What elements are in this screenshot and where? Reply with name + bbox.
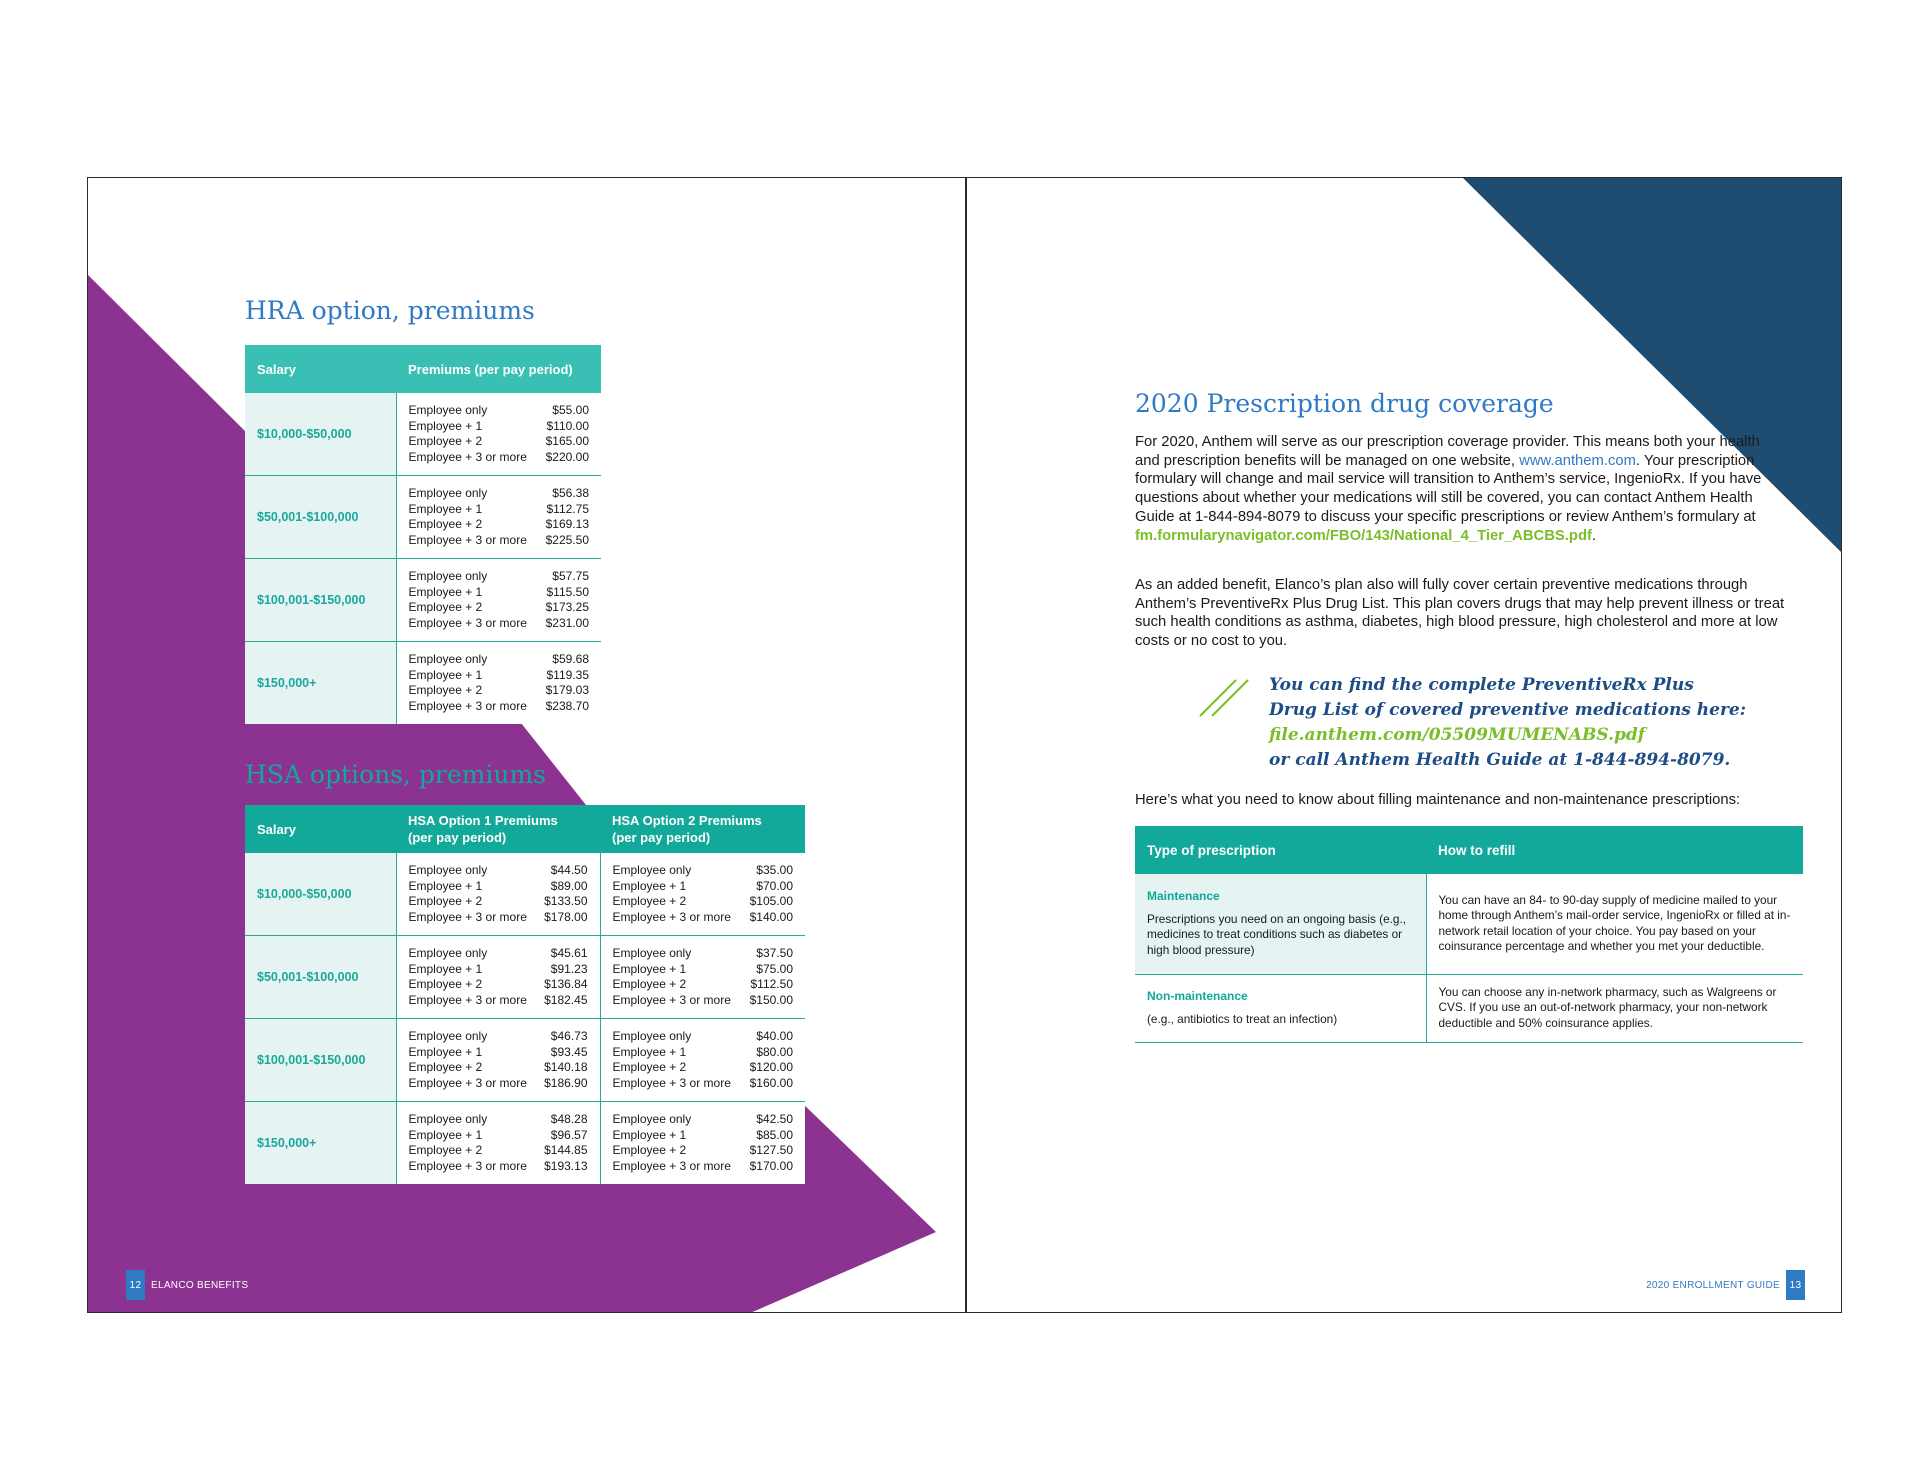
premium-amount: $144.85 bbox=[544, 1143, 588, 1157]
rx-type-desc: Prescriptions you need on an ongoing basis (e.g., medicines to treat conditions such as diabetes or high blood pressure) bbox=[1147, 911, 1407, 957]
premium-line bbox=[409, 486, 590, 502]
coverage-tier: Employee + 2 bbox=[408, 1060, 483, 1074]
hra-header-premiums: Premiums (per pay period) bbox=[396, 345, 601, 393]
premium-amount: $93.45 bbox=[550, 1044, 588, 1059]
hsa-premiums-table bbox=[245, 805, 805, 1184]
premium-cell bbox=[396, 393, 601, 476]
hra-row bbox=[245, 642, 601, 725]
rx-title: 2020 Prescription drug coverage bbox=[1135, 389, 1554, 418]
coverage-tier: Employee + 2 bbox=[408, 600, 483, 614]
premium-amount: $220.00 bbox=[545, 449, 589, 464]
premium-line bbox=[613, 1112, 794, 1128]
coverage-tier: Employee + 3 or more bbox=[612, 909, 731, 924]
premium-line bbox=[409, 616, 590, 632]
premium-amount: $40.00 bbox=[756, 1029, 793, 1043]
salary-band: $50,001-$100,000 bbox=[245, 936, 396, 1019]
premium-line bbox=[409, 585, 590, 601]
hsa-row bbox=[245, 936, 805, 1019]
premium-cell bbox=[396, 476, 601, 559]
premium-line bbox=[409, 1159, 588, 1175]
rx-type-desc: (e.g., antibiotics to treat an infection) bbox=[1147, 1011, 1338, 1026]
premium-amount: $231.00 bbox=[545, 615, 589, 630]
premium-line bbox=[613, 879, 794, 895]
premium-cell bbox=[600, 1102, 805, 1185]
coverage-tier: Employee + 2 bbox=[408, 1143, 483, 1157]
slash-accent-icon bbox=[1198, 676, 1254, 718]
coverage-tier: Employee + 1 bbox=[408, 961, 483, 976]
hra-header-salary: Salary bbox=[245, 345, 396, 393]
coverage-tier: Employee + 2 bbox=[408, 517, 483, 531]
coverage-tier: Employee + 2 bbox=[408, 977, 483, 991]
coverage-tier: Employee + 3 or more bbox=[408, 1075, 527, 1090]
coverage-tier: Employee + 3 or more bbox=[408, 992, 527, 1007]
premium-amount: $178.00 bbox=[544, 909, 588, 924]
preventive-callout bbox=[1269, 673, 1829, 773]
premium-line bbox=[409, 668, 590, 684]
rx-type-name: Non-maintenance bbox=[1147, 989, 1248, 1003]
formulary-link[interactable]: fm.formularynavigator.com/FBO/143/National_4_Tier_ABCBS.pdf bbox=[1135, 527, 1592, 544]
hsa-header-option2-label: HSA Option 2 Premiums bbox=[612, 813, 762, 828]
coverage-tier: Employee + 2 bbox=[612, 894, 687, 908]
premium-amount: $115.50 bbox=[546, 584, 589, 599]
coverage-tier: Employee only bbox=[612, 863, 692, 877]
premium-amount: $56.38 bbox=[552, 486, 589, 500]
rx-type-name: Maintenance bbox=[1147, 889, 1220, 904]
premium-line bbox=[409, 517, 590, 533]
coverage-tier: Employee + 1 bbox=[408, 584, 483, 599]
rx-type-cell bbox=[1135, 974, 1426, 1042]
anthem-link[interactable]: www.anthem.com bbox=[1519, 452, 1636, 469]
callout-line-1: You can find the complete PreventiveRx Plus bbox=[1269, 675, 1694, 695]
rx-header-type: Type of prescription bbox=[1135, 826, 1426, 874]
coverage-tier: Employee + 1 bbox=[408, 667, 483, 682]
premium-cell bbox=[396, 1019, 600, 1102]
coverage-tier: Employee only bbox=[408, 946, 488, 960]
left-page-number: 12 bbox=[126, 1270, 145, 1300]
coverage-tier: Employee + 1 bbox=[612, 878, 687, 893]
rx-paragraph-1 bbox=[1135, 433, 1775, 545]
hsa-header-option2-sub: (per pay period) bbox=[612, 830, 711, 845]
premium-line bbox=[409, 699, 590, 715]
premium-amount: $140.00 bbox=[749, 909, 793, 924]
premium-cell bbox=[396, 936, 600, 1019]
rx-refill-table bbox=[1135, 826, 1803, 1043]
coverage-tier: Employee + 3 or more bbox=[408, 1158, 527, 1173]
premium-amount: $182.45 bbox=[544, 992, 588, 1007]
premium-cell bbox=[600, 936, 805, 1019]
salary-band: $100,001-$150,000 bbox=[245, 559, 396, 642]
premium-amount: $160.00 bbox=[749, 1075, 793, 1090]
hra-premiums-table bbox=[245, 345, 601, 724]
rx-how-cell: You can have an 84- to 90-day supply of medicine mailed to your home through Anthem’s mail-order service, IngenioRx or filled at in-network retail location of your choice. You pay based on your coinsurance percentage and whether you met your deductible. bbox=[1426, 874, 1803, 974]
coverage-tier: Employee + 3 or more bbox=[408, 449, 527, 464]
rx-row-maintenance bbox=[1135, 874, 1803, 974]
premium-line bbox=[409, 863, 588, 879]
premium-line bbox=[409, 910, 588, 926]
left-page bbox=[88, 178, 965, 1312]
premium-cell bbox=[600, 853, 805, 936]
premium-amount: $37.50 bbox=[756, 946, 793, 960]
premium-cell bbox=[396, 1102, 600, 1185]
premium-amount: $44.50 bbox=[550, 863, 588, 877]
premium-amount: $110.00 bbox=[546, 418, 589, 433]
hra-header-row bbox=[245, 345, 601, 393]
premium-amount: $96.57 bbox=[550, 1127, 588, 1142]
premium-line bbox=[409, 1029, 588, 1045]
salary-band: $150,000+ bbox=[245, 1102, 396, 1185]
premium-amount: $193.13 bbox=[544, 1158, 588, 1173]
premium-line bbox=[613, 1045, 794, 1061]
rx-header-how: How to refill bbox=[1426, 826, 1803, 874]
premium-amount: $48.28 bbox=[550, 1112, 588, 1126]
premium-line bbox=[613, 1159, 794, 1175]
rx-intro: Here’s what you need to know about filling maintenance and non-maintenance prescriptions: bbox=[1135, 792, 1741, 808]
premium-line bbox=[409, 1128, 588, 1144]
coverage-tier: Employee only bbox=[408, 1112, 488, 1126]
premium-line bbox=[409, 1143, 588, 1159]
coverage-tier: Employee only bbox=[408, 1029, 488, 1043]
hra-row bbox=[245, 476, 601, 559]
premium-amount: $112.75 bbox=[546, 501, 589, 516]
coverage-tier: Employee only bbox=[612, 1112, 692, 1126]
coverage-tier: Employee only bbox=[408, 863, 488, 877]
hra-row bbox=[245, 393, 601, 476]
premium-line bbox=[409, 683, 590, 699]
premium-line bbox=[409, 977, 588, 993]
coverage-tier: Employee only bbox=[408, 403, 488, 417]
hsa-header-salary: Salary bbox=[245, 805, 396, 853]
hsa-header-row bbox=[245, 805, 805, 853]
hsa-title: HSA options, premiums bbox=[245, 760, 546, 789]
coverage-tier: Employee + 3 or more bbox=[408, 909, 527, 924]
right-footer bbox=[1646, 1270, 1805, 1300]
premium-line bbox=[409, 879, 588, 895]
premium-amount: $133.50 bbox=[544, 894, 588, 908]
rx-header-row bbox=[1135, 826, 1803, 874]
right-footer-label: 2020 ENROLLMENT GUIDE bbox=[1646, 1279, 1780, 1291]
coverage-tier: Employee + 1 bbox=[408, 1127, 483, 1142]
premium-line bbox=[409, 600, 590, 616]
premium-line bbox=[409, 946, 588, 962]
left-footer-label: ELANCO BENEFITS bbox=[151, 1279, 249, 1291]
hra-row bbox=[245, 559, 601, 642]
premium-amount: $120.00 bbox=[749, 1060, 793, 1074]
salary-band: $50,001-$100,000 bbox=[245, 476, 396, 559]
premium-line bbox=[409, 533, 590, 549]
coverage-tier: Employee + 2 bbox=[612, 1060, 687, 1074]
premium-line bbox=[409, 993, 588, 1009]
premium-amount: $57.75 bbox=[552, 569, 589, 583]
premium-amount: $238.70 bbox=[545, 698, 589, 713]
premium-amount: $91.23 bbox=[550, 961, 588, 976]
premium-amount: $70.00 bbox=[756, 878, 793, 893]
premium-amount: $46.73 bbox=[550, 1029, 588, 1043]
premium-line bbox=[613, 1029, 794, 1045]
coverage-tier: Employee + 1 bbox=[408, 1044, 483, 1059]
premium-line bbox=[613, 1128, 794, 1144]
premium-amount: $173.25 bbox=[545, 600, 589, 614]
premium-amount: $45.61 bbox=[550, 946, 588, 960]
rx-paragraph-2: As an added benefit, Elanco’s plan also will fully cover certain preventive medications through Anthem’s PreventiveRx Plus Drug List. This plan covers drugs that may help prevent illness or treat such health conditions as asthma, diabetes, high blood pressure, high cholesterol and more at low costs or no cost to you. bbox=[1135, 577, 1785, 650]
coverage-tier: Employee + 2 bbox=[408, 894, 483, 908]
premium-line bbox=[613, 977, 794, 993]
premium-amount: $140.18 bbox=[544, 1060, 588, 1074]
salary-band: $10,000-$50,000 bbox=[245, 853, 396, 936]
premium-line bbox=[613, 863, 794, 879]
premium-line bbox=[409, 434, 590, 450]
premium-line bbox=[409, 1112, 588, 1128]
hsa-row bbox=[245, 1019, 805, 1102]
coverage-tier: Employee only bbox=[408, 569, 488, 583]
salary-band: $10,000-$50,000 bbox=[245, 393, 396, 476]
premium-amount: $89.00 bbox=[550, 878, 588, 893]
premium-line bbox=[613, 962, 794, 978]
coverage-tier: Employee + 2 bbox=[612, 1143, 687, 1157]
premium-cell bbox=[396, 642, 601, 725]
premium-amount: $136.84 bbox=[544, 977, 588, 991]
hsa-row bbox=[245, 853, 805, 936]
rx-type-cell bbox=[1135, 874, 1426, 974]
premium-line bbox=[409, 894, 588, 910]
premium-line bbox=[409, 1045, 588, 1061]
premium-line bbox=[613, 910, 794, 926]
coverage-tier: Employee + 1 bbox=[408, 501, 483, 516]
left-footer bbox=[126, 1270, 248, 1300]
premium-amount: $169.13 bbox=[545, 517, 589, 531]
premium-amount: $186.90 bbox=[544, 1075, 588, 1090]
premium-cell bbox=[396, 853, 600, 936]
premium-cell bbox=[600, 1019, 805, 1102]
premium-line bbox=[409, 1060, 588, 1076]
premium-amount: $75.00 bbox=[756, 961, 793, 976]
rx-paragraph-1-start: For 2020, Anthem will serve as our prescription coverage provider. This means both your health and prescription benefits will be managed on one website, bbox=[1135, 434, 1760, 469]
premium-amount: $225.50 bbox=[545, 532, 589, 547]
hra-title: HRA option, premiums bbox=[245, 296, 535, 325]
coverage-tier: Employee + 2 bbox=[612, 977, 687, 991]
coverage-tier: Employee only bbox=[408, 652, 488, 666]
preventive-list-link[interactable]: file.anthem.com/05509MUMENABS.pdf bbox=[1269, 725, 1646, 745]
premium-line bbox=[409, 1076, 588, 1092]
coverage-tier: Employee + 3 or more bbox=[612, 1158, 731, 1173]
coverage-tier: Employee + 2 bbox=[408, 683, 483, 697]
premium-line bbox=[613, 993, 794, 1009]
rx-how-cell: You can choose any in-network pharmacy, such as Walgreens or CVS. If you use an out-of-network pharmacy, your non-network deductible and 50% coinsurance applies. bbox=[1426, 974, 1803, 1042]
premium-line bbox=[613, 946, 794, 962]
premium-amount: $179.03 bbox=[545, 683, 589, 697]
premium-amount: $105.00 bbox=[749, 894, 793, 908]
premium-amount: $112.50 bbox=[750, 977, 793, 991]
coverage-tier: Employee only bbox=[612, 1029, 692, 1043]
premium-amount: $150.00 bbox=[749, 992, 793, 1007]
coverage-tier: Employee only bbox=[612, 946, 692, 960]
coverage-tier: Employee + 1 bbox=[408, 878, 483, 893]
premium-line bbox=[613, 1076, 794, 1092]
salary-band: $100,001-$150,000 bbox=[245, 1019, 396, 1102]
premium-amount: $59.68 bbox=[552, 652, 589, 666]
hsa-header-option1-label: HSA Option 1 Premiums bbox=[408, 813, 558, 828]
hsa-header-option1 bbox=[396, 805, 600, 853]
premium-line bbox=[613, 1143, 794, 1159]
premium-amount: $42.50 bbox=[756, 1112, 793, 1126]
coverage-tier: Employee + 1 bbox=[612, 1044, 687, 1059]
premium-amount: $80.00 bbox=[756, 1044, 793, 1059]
premium-line bbox=[409, 962, 588, 978]
coverage-tier: Employee + 1 bbox=[408, 418, 483, 433]
premium-cell bbox=[396, 559, 601, 642]
premium-amount: $165.00 bbox=[545, 434, 589, 448]
hsa-row bbox=[245, 1102, 805, 1185]
premium-line bbox=[409, 419, 590, 435]
coverage-tier: Employee + 2 bbox=[408, 434, 483, 448]
coverage-tier: Employee + 1 bbox=[612, 1127, 687, 1142]
premium-amount: $55.00 bbox=[552, 403, 589, 417]
rx-row-non-maintenance bbox=[1135, 974, 1803, 1042]
premium-amount: $119.35 bbox=[546, 667, 589, 682]
right-page-number: 13 bbox=[1786, 1270, 1805, 1300]
coverage-tier: Employee + 3 or more bbox=[612, 992, 731, 1007]
premium-line bbox=[409, 502, 590, 518]
coverage-tier: Employee + 3 or more bbox=[408, 698, 527, 713]
coverage-tier: Employee + 3 or more bbox=[408, 532, 527, 547]
coverage-tier: Employee + 1 bbox=[612, 961, 687, 976]
premium-line bbox=[409, 450, 590, 466]
premium-line bbox=[409, 569, 590, 585]
hsa-header-option1-sub: (per pay period) bbox=[408, 830, 507, 845]
coverage-tier: Employee + 3 or more bbox=[612, 1075, 731, 1090]
coverage-tier: Employee + 3 or more bbox=[408, 615, 527, 630]
premium-amount: $127.50 bbox=[749, 1143, 793, 1157]
hsa-header-option2 bbox=[600, 805, 805, 853]
callout-line-4: or call Anthem Health Guide at 1-844-894-8079. bbox=[1269, 750, 1731, 770]
rx-paragraph-1-middle: . Your prescription formulary will change and mail service will transition to Anthem’s service, IngenioRx. If you have questions about whether your medications will still be covered, you can contact Anthem Health Guide at 1-844-894-8079 to discuss your specific prescriptions or review Anthem’s formulary at bbox=[1135, 452, 1762, 525]
salary-band: $150,000+ bbox=[245, 642, 396, 725]
callout-line-2: Drug List of covered preventive medications here: bbox=[1269, 700, 1747, 720]
coverage-tier: Employee only bbox=[408, 486, 488, 500]
premium-amount: $85.00 bbox=[756, 1127, 793, 1142]
rx-paragraph-1-end: . bbox=[1591, 527, 1597, 544]
premium-amount: $35.00 bbox=[756, 863, 793, 877]
premium-line bbox=[409, 403, 590, 419]
premium-line bbox=[409, 652, 590, 668]
premium-amount: $170.00 bbox=[749, 1158, 793, 1173]
premium-line bbox=[613, 1060, 794, 1076]
premium-line bbox=[613, 894, 794, 910]
